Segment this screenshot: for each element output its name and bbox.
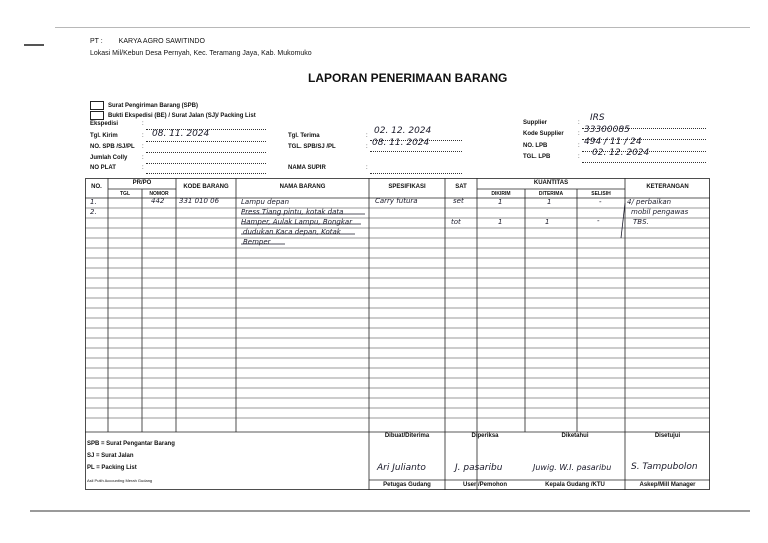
colon: : <box>578 154 580 160</box>
items-table <box>85 178 710 490</box>
row3-diterima: 1 <box>545 218 550 226</box>
col-spesifikasi: SPESIFIKASI <box>388 184 426 190</box>
field-tgl-lpb-line <box>582 162 706 163</box>
row1-diterima: 1 <box>547 198 552 206</box>
field-supplier-value: IRS <box>590 113 605 123</box>
field-tgl-terima-value: 02. 12. 2024 <box>374 126 432 136</box>
row3-dikirim: 1 <box>498 218 503 226</box>
colon: : <box>142 133 144 139</box>
row3-keterangan: TBS. <box>633 218 649 226</box>
field-nama-supir-line <box>370 173 462 174</box>
row1-kode: 331 010 06 <box>179 197 220 205</box>
colon: : <box>142 144 144 150</box>
row2-nama: Press Tiang pintu, kotak data <box>241 208 344 216</box>
doc-type-spb-label: Surat Pengiriman Barang (SPB) <box>108 103 199 110</box>
checkbox-spb[interactable] <box>90 101 104 110</box>
sig-diketahui-signature: Juwig. W.I. pasaribu <box>533 463 612 472</box>
sig-diperiksa-role: User /Pemohon <box>462 482 507 488</box>
col-sat: SAT <box>455 184 467 190</box>
company-label: PT : <box>90 38 103 45</box>
row1-spesifikasi: Carry futura <box>375 197 418 205</box>
field-tgl-spb-line <box>370 151 462 152</box>
row3-sat: tot <box>451 218 461 226</box>
scan-mark <box>24 44 44 46</box>
row3-selisih: - <box>597 217 600 225</box>
field-supplier-label: Supplier <box>523 120 548 126</box>
colon: : <box>366 133 368 139</box>
row1-nama: Lampu depan <box>241 198 290 206</box>
colon: : <box>578 131 580 137</box>
row1-dikirim: 1 <box>498 198 503 206</box>
field-tgl-terima-label: Tgl. Terima <box>288 133 320 139</box>
document-page <box>82 34 714 496</box>
field-kode-supplier-value: 33300085 <box>584 125 630 135</box>
field-tgl-kirim-line <box>146 141 266 142</box>
field-tgl-kirim-value: 08. 11. 2024 <box>152 129 210 139</box>
col-dikirim: DIKIRIM <box>491 191 511 197</box>
field-no-lpb-label: NO. LPB <box>523 143 548 149</box>
row1-keterangan: 4/ perbaikan <box>627 198 672 206</box>
sig-disetujui-title: Disetujui <box>654 433 681 439</box>
col-nomor: NOMOR <box>149 191 169 197</box>
legend-sj: SJ = Surat Jalan <box>87 453 134 459</box>
table-grid <box>85 178 710 490</box>
row1-sat: set <box>453 197 464 205</box>
page-title: LAPORAN PENERIMAAN BARANG <box>308 71 508 85</box>
sig-diperiksa-title: Diperiksa <box>471 433 499 439</box>
doc-type-spb <box>90 101 198 110</box>
checkbox-be[interactable] <box>90 111 104 120</box>
company-name: KARYA AGRO SAWITINDO <box>118 38 205 45</box>
field-jumlah-colly-line <box>146 163 266 164</box>
field-tgl-spb-value: 08. 11. 2024 <box>372 138 430 148</box>
legend-spb: SPB = Surat Pengantar Barang <box>87 441 175 447</box>
colon: : <box>366 165 368 171</box>
col-kuantitas: KUANTITAS <box>533 180 569 186</box>
row2-keterangan: mobil pengawas <box>631 208 689 216</box>
col-nama-barang: NAMA BARANG <box>279 184 326 190</box>
doc-type-be-label: Bukti Ekspedisi (BE) / Surat Jalan (SJ)/ Packing List <box>108 113 256 120</box>
sig-dibuat-role: Petugas Gudang <box>383 482 431 488</box>
field-nama-supir-label: NAMA SUPIR <box>288 165 326 171</box>
field-no-plat-label: NO PLAT <box>90 165 116 171</box>
colon: : <box>142 165 144 171</box>
col-no: NO. <box>91 184 102 190</box>
field-tgl-kirim-label: Tgl. Kirim <box>90 133 118 139</box>
row1-selisih: - <box>599 198 602 206</box>
row4-nama: dudukan Kaca depan, Kotak <box>243 228 341 236</box>
colon: : <box>142 155 144 161</box>
field-tgl-lpb-value: 02. 12. 2024 <box>592 148 650 158</box>
sig-dibuat-title: Dibuat/Diterima <box>384 433 430 439</box>
sig-diketahui-title: Diketahui <box>561 433 589 439</box>
field-no-spb-line <box>146 152 266 153</box>
field-jumlah-colly-label: Jumlah Colly <box>90 155 128 161</box>
col-tgl: TGL <box>120 191 130 197</box>
field-tgl-spb-label: TGL. SPB/SJ /PL <box>288 144 336 150</box>
location-label: Lokasi Mil/Kebun <box>90 50 144 57</box>
field-no-spb-label: NO. SPB /SJ/PL <box>90 144 135 150</box>
sig-disetujui-role: Askep/Mill Manager <box>639 482 696 488</box>
field-no-plat-line <box>146 173 266 174</box>
sig-dibuat-signature: Ari Julianto <box>377 463 426 473</box>
legend-pl: PL = Packing List <box>87 465 137 471</box>
row1-nomor: 442 <box>151 197 165 205</box>
colon: : <box>366 144 368 150</box>
row1-no: 1. <box>90 198 97 206</box>
colon: : <box>578 143 580 149</box>
row2-no: 2. <box>90 208 97 216</box>
field-ekspedisi-label: Ekspedisi <box>90 121 119 127</box>
row3-nama: Hamper, Aulak Lampu, Bongkar <box>241 218 353 226</box>
sig-diketahui-role: Kepala Gudang /KTU <box>545 482 605 488</box>
col-diterima: DITERIMA <box>538 191 564 197</box>
row5-nama: Bemper <box>243 238 271 246</box>
doc-type-be <box>90 111 256 120</box>
field-no-lpb-value: 494 / 11 / 24 <box>584 137 642 147</box>
sig-diperiksa-signature: J. pasaribu <box>455 463 503 473</box>
location-value: Desa Pernyah, Kec. Teramang Jaya, Kab. Mukomuko <box>145 50 312 57</box>
field-kode-supplier-label: Kode Supplier <box>523 131 564 137</box>
col-keterangan: KETERANGAN <box>646 184 689 190</box>
colon: : <box>142 121 144 127</box>
col-prpo: PR/PO <box>132 180 152 186</box>
legend-distribution: Asli Putih Accounting Merah Gudang <box>87 478 153 483</box>
location-line <box>90 50 312 57</box>
field-tgl-lpb-label: TGL. LPB <box>523 154 551 160</box>
colon: : <box>578 120 580 126</box>
company-line <box>90 38 205 45</box>
col-kode-barang: KODE BARANG <box>183 184 229 190</box>
col-selisih: SELISIH <box>591 191 611 197</box>
scan-edge-line <box>55 27 750 28</box>
scan-edge-line-bottom <box>30 510 750 512</box>
sig-disetujui-signature: S. Tampubolon <box>631 462 698 472</box>
